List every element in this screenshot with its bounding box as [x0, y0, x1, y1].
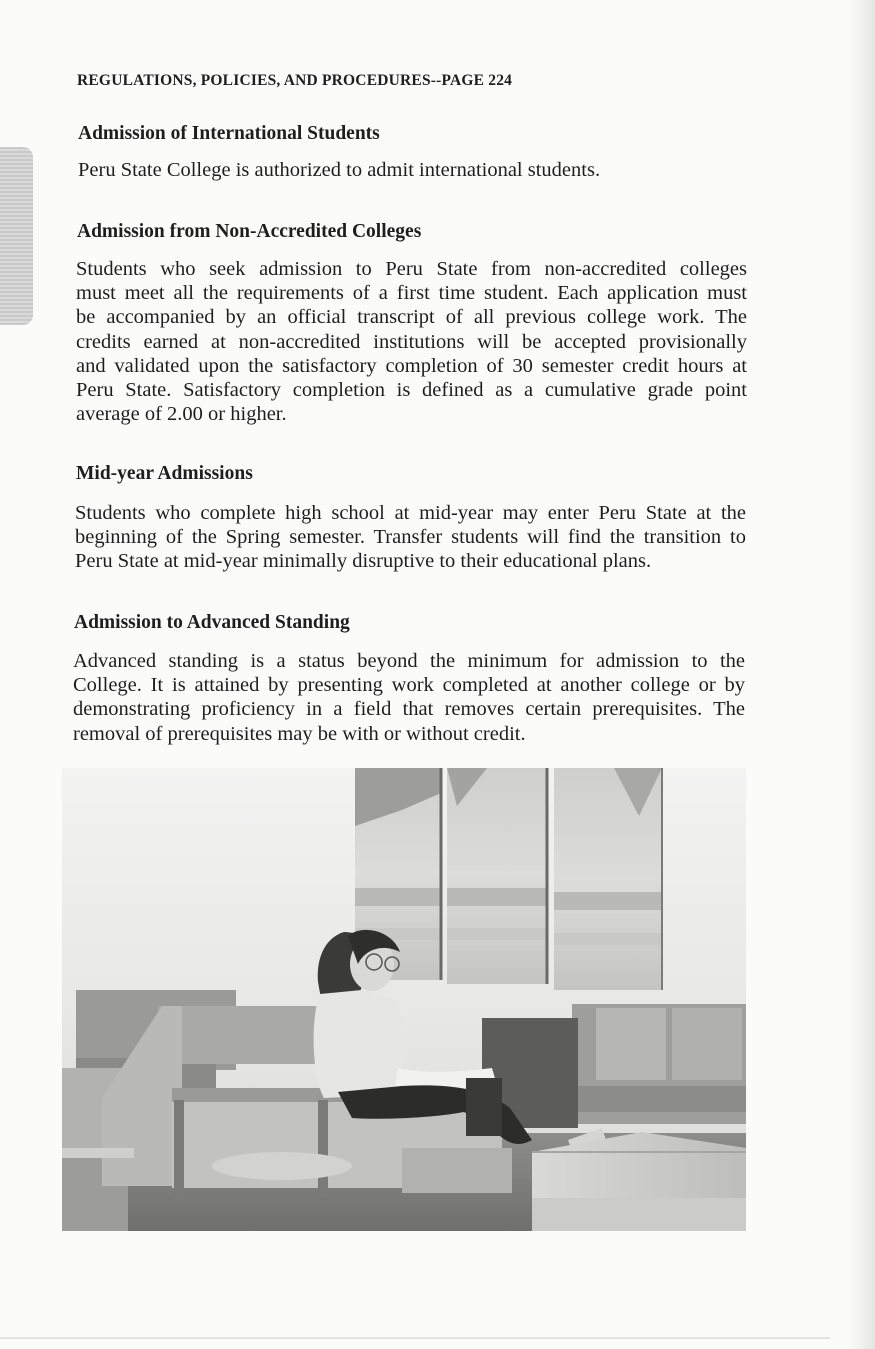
coffee-table [532, 1132, 746, 1231]
text-line: removal of prerequisites may be with or without credit. [73, 722, 526, 745]
bottom-rule [0, 1337, 830, 1339]
heading-non-accredited-colleges: Admission from Non-Accredited Colleges [77, 221, 422, 242]
text-line: Students who complete high school at mid-year may enter Peru State at the [75, 502, 746, 524]
page-edge-shadow [847, 0, 875, 1349]
heading-advanced-standing: Admission to Advanced Standing [74, 612, 350, 633]
text-line: College. It is attained by presenting work completed at another college or by [73, 674, 745, 697]
heading-mid-year-admissions: Mid-year Admissions [76, 463, 253, 484]
text-line: be accompanied by an official transcript of all previous college work. The [76, 306, 747, 329]
text-line: Peru State at mid-year minimally disruptive to their educational plans. [75, 550, 652, 573]
heading-international-students: Admission of International Students [78, 123, 380, 144]
right-sofa [482, 1004, 746, 1128]
text-line: beginning of the Spring semester. Transfer students will find the transition to [75, 526, 746, 549]
side-table [62, 1148, 134, 1158]
text-line: and validated upon the satisfactory completion of 30 semester credit hours at [76, 354, 747, 377]
text-line: demonstrating proficiency in a field that removes certain prerequisites. The [73, 698, 745, 721]
text-line: Peru State. Satisfactory completion is defined as a cumulative grade point [76, 379, 747, 402]
running-head: REGULATIONS, POLICIES, AND PROCEDURES--PAGE 224 [77, 72, 513, 89]
text-line: credits earned at non-accredited institutions will be accepted provisionally [76, 330, 747, 353]
paragraph-mid-year-admissions [75, 501, 746, 574]
paragraph-international-students [78, 158, 664, 182]
text-line: Students who seek admission to Peru State from non-accredited colleges [76, 258, 747, 280]
text-line: Peru State College is authorized to admit international students. [78, 159, 601, 181]
thumb-index-tab [0, 147, 33, 325]
paragraph-non-accredited-colleges [76, 257, 747, 426]
text-line: Advanced standing is a status beyond the minimum for admission to the [73, 650, 745, 672]
student-lounge-photo [62, 768, 746, 1231]
paragraph-advanced-standing [73, 649, 745, 746]
text-line: average of 2.00 or higher. [76, 403, 287, 426]
wall-art-panels [355, 768, 662, 990]
text-line: must meet all the requirements of a first time student. Each application must [76, 282, 747, 305]
